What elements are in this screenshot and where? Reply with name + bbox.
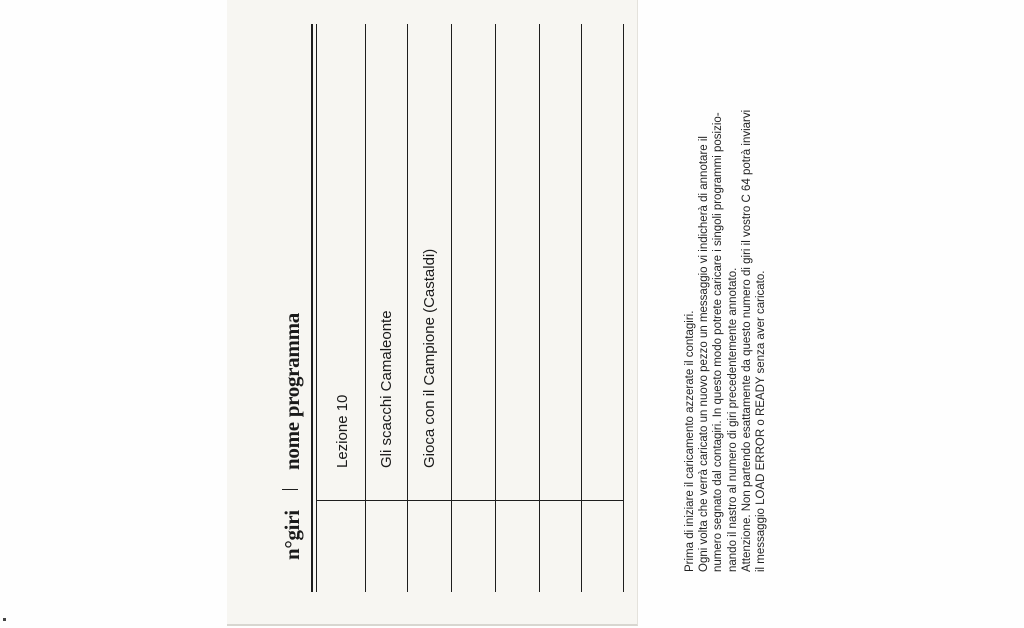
header-turns: n°giri (280, 510, 304, 560)
instruction-line: Attenzione. Non partendo esattamente da questo numero di giri il vostro C 64 potrà inviarvi (740, 109, 753, 572)
table-border-top-inner (316, 24, 317, 592)
header-tick (282, 489, 298, 490)
row-divider (495, 24, 496, 592)
instruction-line: nando il nastro al numero di giri precedentemente annotato. (726, 267, 739, 572)
header-program: nome programma (280, 313, 304, 470)
program-name-row-2: Gli scacchi Camaleonte (378, 310, 395, 468)
table-border-bottom (623, 24, 624, 592)
column-divider (316, 500, 624, 501)
row-divider (539, 24, 540, 592)
instruction-line: numero segnato dal contagiri. In questo modo potrete caricare i singoli programmi posizio- (712, 112, 725, 572)
row-divider (407, 24, 408, 592)
scan-speck (3, 618, 6, 621)
program-name-row-3: Gioca con il Campione (Castaldi) (421, 248, 438, 468)
program-name-row-1: Lezione 10 (334, 394, 351, 468)
instruction-line: Prima di iniziare il caricamento azzerate il contagiri. (684, 310, 696, 572)
instruction-line: il messaggio LOAD ERROR o READY senza aver caricato. (755, 270, 768, 572)
table-border-top (311, 24, 313, 592)
loading-instructions (683, 52, 768, 572)
row-divider (365, 24, 366, 592)
row-divider (451, 24, 452, 592)
row-divider (581, 24, 582, 592)
instruction-line: Ogni volta che verrà caricato un nuovo pezzo un messaggio vi indicherà di annotare il (698, 136, 711, 572)
